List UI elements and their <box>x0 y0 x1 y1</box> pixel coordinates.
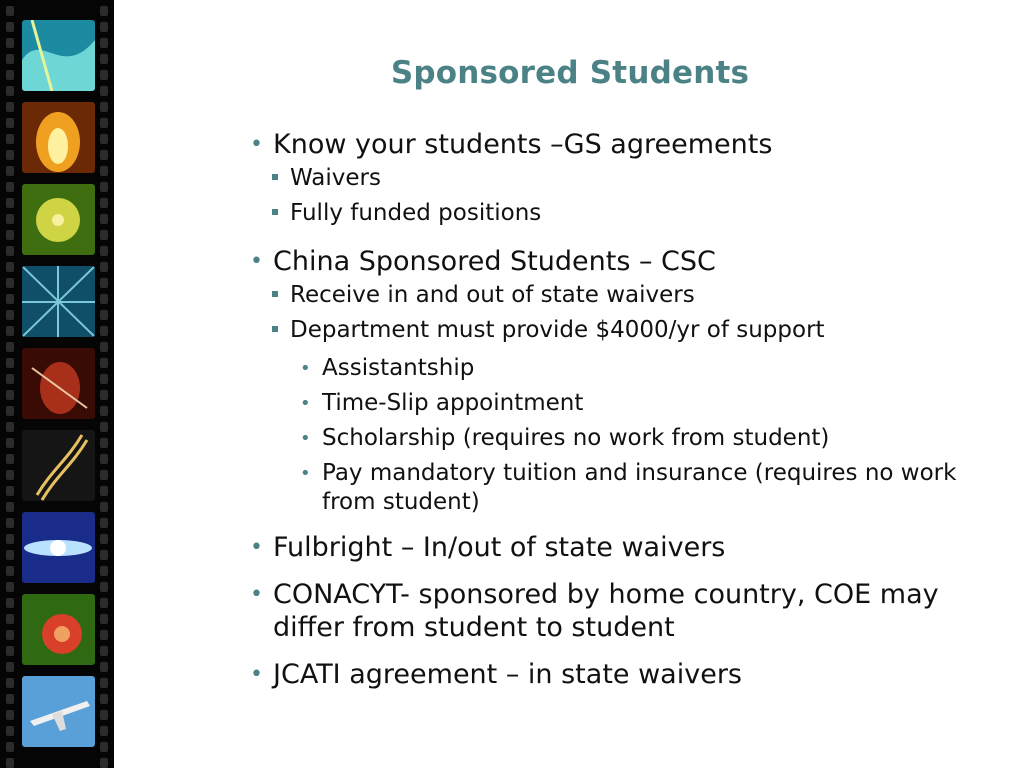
film-sprocket-hole <box>100 422 108 432</box>
film-sprocket-hole <box>100 550 108 560</box>
sub-bullet-text: Department must provide $4000/yr of support <box>290 317 825 343</box>
film-sprocket-hole <box>6 230 14 240</box>
film-sprocket-hole <box>100 150 108 160</box>
film-sprocket-hole <box>100 470 108 480</box>
sub-sub-bullet-text: Scholarship (requires no work from student) <box>322 425 830 451</box>
film-sprocket-hole <box>6 150 14 160</box>
film-sprocket-hole <box>100 326 108 336</box>
film-sprocket-hole <box>6 182 14 192</box>
sub-sub-bullet-text: Assistantship <box>322 355 475 381</box>
sub-bullet-text: Fully funded positions <box>290 200 542 226</box>
film-sprocket-hole <box>6 518 14 528</box>
film-sprocket-hole <box>6 390 14 400</box>
film-frame-light-burst <box>22 512 95 583</box>
bullet-text: CONACYT- sponsored by home country, COE may differ from student to student <box>273 579 939 643</box>
film-frame-flower <box>22 594 95 665</box>
film-sprocket-hole <box>6 598 14 608</box>
sub-sub-bullet-item <box>250 459 970 517</box>
square-bullet-icon <box>272 174 278 180</box>
film-sprocket-hole <box>6 726 14 736</box>
square-bullet-icon <box>272 326 278 332</box>
film-sprocket-hole <box>100 86 108 96</box>
sub-bullet-item <box>250 196 970 231</box>
bullet-list <box>250 128 970 691</box>
film-sprocket-hole <box>100 198 108 208</box>
film-sprocket-hole <box>6 342 14 352</box>
sub-sub-bullet-item <box>250 389 970 418</box>
film-sprocket-hole <box>6 438 14 448</box>
film-sprocket-hole <box>100 6 108 16</box>
film-sprocket-hole <box>100 646 108 656</box>
film-sprocket-hole <box>100 534 108 544</box>
film-sprocket-hole <box>6 630 14 640</box>
square-bullet-icon <box>272 291 278 297</box>
film-sprocket-hole <box>100 294 108 304</box>
sub-bullet-item <box>250 313 970 348</box>
film-sprocket-hole <box>100 742 108 752</box>
film-sprocket-hole <box>6 694 14 704</box>
bullet-icon: • <box>300 358 311 379</box>
filmstrip-decoration <box>0 0 114 768</box>
film-sprocket-hole <box>6 374 14 384</box>
bullet-item <box>250 531 970 564</box>
film-sprocket-hole <box>6 198 14 208</box>
bullet-icon: • <box>250 132 263 157</box>
film-sprocket-hole <box>100 182 108 192</box>
film-sprocket-hole <box>6 86 14 96</box>
film-frame-dna <box>22 430 95 501</box>
film-sprocket-hole <box>6 262 14 272</box>
film-sprocket-hole <box>100 358 108 368</box>
bullet-icon: • <box>300 463 311 484</box>
film-sprocket-hole <box>100 502 108 512</box>
film-sprocket-hole <box>6 710 14 720</box>
film-sprocket-hole <box>100 758 108 768</box>
film-sprocket-hole <box>6 214 14 224</box>
film-sprocket-hole <box>100 582 108 592</box>
film-sprocket-hole <box>100 246 108 256</box>
bullet-text: Know your students –GS agreements <box>273 129 773 160</box>
bullet-icon: • <box>250 582 263 607</box>
film-sprocket-hole <box>6 38 14 48</box>
film-sprocket-hole <box>100 678 108 688</box>
bullet-text: JCATI agreement – in state waivers <box>273 659 742 690</box>
film-sprocket-hole <box>6 742 14 752</box>
film-sprocket-hole <box>6 326 14 336</box>
sub-bullet-text: Waivers <box>290 165 381 191</box>
film-sprocket-hole <box>100 22 108 32</box>
film-sprocket-hole <box>6 678 14 688</box>
film-sprocket-hole <box>6 614 14 624</box>
film-sprocket-hole <box>6 406 14 416</box>
film-sprocket-hole <box>100 70 108 80</box>
film-sprocket-hole <box>6 102 14 112</box>
bullet-item <box>250 578 970 644</box>
film-frame-airplane <box>22 676 95 747</box>
film-sprocket-hole <box>6 422 14 432</box>
film-sprocket-hole <box>6 646 14 656</box>
film-sprocket-hole <box>100 38 108 48</box>
film-sprocket-hole <box>6 246 14 256</box>
film-sprocket-hole <box>100 230 108 240</box>
film-sprocket-hole <box>100 214 108 224</box>
film-sprocket-hole <box>100 102 108 112</box>
film-sprocket-hole <box>6 278 14 288</box>
film-sprocket-hole <box>6 454 14 464</box>
sub-sub-bullet-text: Time-Slip appointment <box>322 390 584 416</box>
bullet-item <box>250 128 970 161</box>
bullet-icon: • <box>300 393 311 414</box>
film-sprocket-hole <box>6 166 14 176</box>
film-sprocket-hole <box>6 534 14 544</box>
bullet-icon: • <box>250 535 263 560</box>
film-sprocket-hole <box>100 310 108 320</box>
film-frame-violin <box>22 348 95 419</box>
film-sprocket-hole <box>6 758 14 768</box>
sub-bullet-item <box>250 161 970 196</box>
film-sprocket-hole <box>6 358 14 368</box>
film-sprocket-hole <box>100 614 108 624</box>
film-frame-abstract-teal <box>22 20 95 91</box>
film-frame-structure <box>22 266 95 337</box>
film-sprocket-hole <box>6 6 14 16</box>
film-sprocket-hole <box>100 262 108 272</box>
film-sprocket-hole <box>100 390 108 400</box>
bullet-text: China Sponsored Students – CSC <box>273 246 716 277</box>
film-sprocket-hole <box>6 550 14 560</box>
film-sprocket-hole <box>100 518 108 528</box>
film-sprocket-hole <box>100 726 108 736</box>
sub-sub-bullet-text: Pay mandatory tuition and insurance (requires no work from student) <box>322 460 957 515</box>
film-sprocket-hole <box>100 710 108 720</box>
film-sprocket-hole <box>100 118 108 128</box>
bullet-icon: • <box>250 662 263 687</box>
bullet-item <box>250 658 970 691</box>
film-sprocket-hole <box>6 294 14 304</box>
sub-bullet-text: Receive in and out of state waivers <box>290 282 695 308</box>
film-frame-fire <box>22 102 95 173</box>
bullet-item <box>250 245 970 278</box>
film-sprocket-hole <box>100 662 108 672</box>
film-sprocket-hole <box>6 134 14 144</box>
sub-sub-bullet-item <box>250 424 970 453</box>
film-sprocket-hole <box>100 598 108 608</box>
square-bullet-icon <box>272 209 278 215</box>
film-sprocket-hole <box>100 438 108 448</box>
film-sprocket-hole <box>100 486 108 496</box>
film-sprocket-hole <box>6 470 14 480</box>
film-sprocket-hole <box>100 694 108 704</box>
film-sprocket-hole <box>100 630 108 640</box>
film-sprocket-hole <box>100 374 108 384</box>
film-sprocket-hole <box>6 662 14 672</box>
film-sprocket-hole <box>100 134 108 144</box>
bullet-text: Fulbright – In/out of state waivers <box>273 532 726 563</box>
bullet-icon: • <box>300 428 311 449</box>
film-sprocket-hole <box>100 166 108 176</box>
film-frame-leaves <box>22 184 95 255</box>
slide-title: Sponsored Students <box>390 55 750 91</box>
bullet-icon: • <box>250 249 263 274</box>
film-sprocket-hole <box>6 310 14 320</box>
film-sprocket-hole <box>100 454 108 464</box>
film-sprocket-hole <box>100 566 108 576</box>
film-sprocket-hole <box>6 70 14 80</box>
film-sprocket-hole <box>100 54 108 64</box>
film-sprocket-hole <box>6 54 14 64</box>
film-sprocket-hole <box>100 278 108 288</box>
film-sprocket-hole <box>6 22 14 32</box>
film-sprocket-hole <box>6 486 14 496</box>
film-sprocket-hole <box>100 406 108 416</box>
film-sprocket-hole <box>6 118 14 128</box>
film-sprocket-hole <box>6 566 14 576</box>
film-sprocket-hole <box>6 582 14 592</box>
film-sprocket-hole <box>6 502 14 512</box>
sub-bullet-item <box>250 278 970 313</box>
film-sprocket-hole <box>100 342 108 352</box>
sub-sub-bullet-item <box>250 354 970 383</box>
